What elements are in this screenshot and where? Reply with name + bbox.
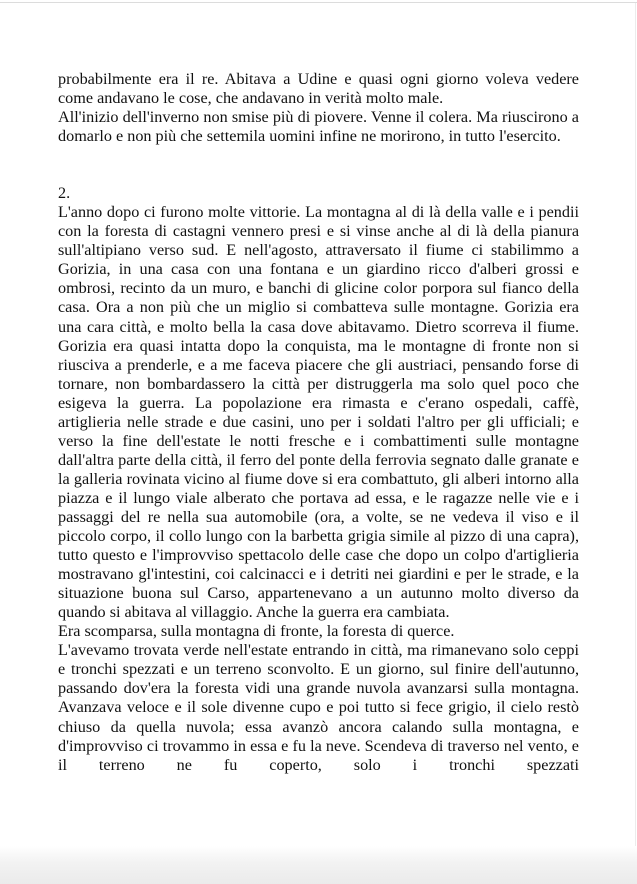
page-edge (635, 3, 636, 884)
section-gap (58, 146, 579, 184)
paragraph: L'anno dopo ci furono molte vittorie. La montagna al di là della valle e i pendii con la foresta di castagni vennero presi e si vinse anche al di là della pianura sull'altipiano verso sud. E nell'agosto, attraversato il fiume ci stabilimmo a Gorizia, in una casa con una fontana e un giardino ricco d'alberi grossi e ombrosi, recinto da un muro, e banchi di glicine color porpora sul fianco della casa. Ora a non più che un miglio si combatteva sulle montagne. Gorizia era una cara città, e molto bella la casa dove abitavamo. Dietro scorreva il fiume. Gorizia era quasi intatta dopo la conquista, ma le montagne di fronte non si riusciva a prenderle, e a me faceva piacere che gli austriaci, pensando forse di tornare, non bombardassero la città per distruggerla ma solo quel poco che esigeva la guerra. La popolazione era rimasta e c'erano ospedali, caffè, artiglieria nelle strade e due casini, uno per i soldati l'altro per gli ufficiali; e verso la fine dell'estate le notti fresche e i combattimenti sulle montagne dall'altra parte della città, il ferro del ponte della ferrovia segnato dalle granate e la galleria rovinata vicino al fiume dove si era combattuto, gli alberi intorno alla piazza e il lungo viale alberato che portava ad essa, e le ragazze nelle vie e i passaggi del re nella sua automobile (ora, a volte, se ne vedeva il viso e il piccolo corpo, il collo lungo con la barbetta grigia simile al pizzo di una capra), tutto questo e l'improvviso spettacolo delle case che dopo un colpo d'artiglieria mostravano gl'intestini, coi calcinacci e i detriti nei giardini e per le strade, e la situazione buona sul Carso, appartenevano a un autunno molto diverso da quando si abitava al villaggio. Anche la guerra era cambiata. (58, 203, 579, 622)
paragraph: probabilmente era il re. Abitava a Udine e quasi ogni giorno voleva vedere come andavano le cose, che andavano in verità molto male. (58, 70, 579, 108)
page-bottom-shadow (0, 846, 637, 884)
page-text (58, 70, 579, 775)
chapter-number: 2. (58, 184, 71, 203)
document-page (0, 3, 636, 848)
paragraph: L'avevamo trovata verde nell'estate entrando in città, ma rimanevano solo ceppi e tronchi spezzati e un terreno sconvolto. E un giorno, sul finire dell'autunno, passando dov'era la foresta vidi una grande nuvola avanzarsi sulla montagna. Avanzava veloce e il sole divenne cupo e poi tutto si fece grigio, il cielo restò chiuso da quella nuvola; essa avanzò ancora calando sulla montagna, e d'improvviso ci trovammo in essa e fu la neve. Scendeva di traverso nel vento, e il terreno ne fu coperto, solo i tronchi spezzati (58, 641, 579, 774)
paragraph: All'inizio dell'inverno non smise più di piovere. Venne il colera. Ma riuscirono a domarlo e non più che settemila uomini infine ne morirono, in tutto l'esercito. (58, 108, 579, 146)
paragraph: Era scomparsa, sulla montagna di fronte, la foresta di querce. (58, 622, 455, 641)
